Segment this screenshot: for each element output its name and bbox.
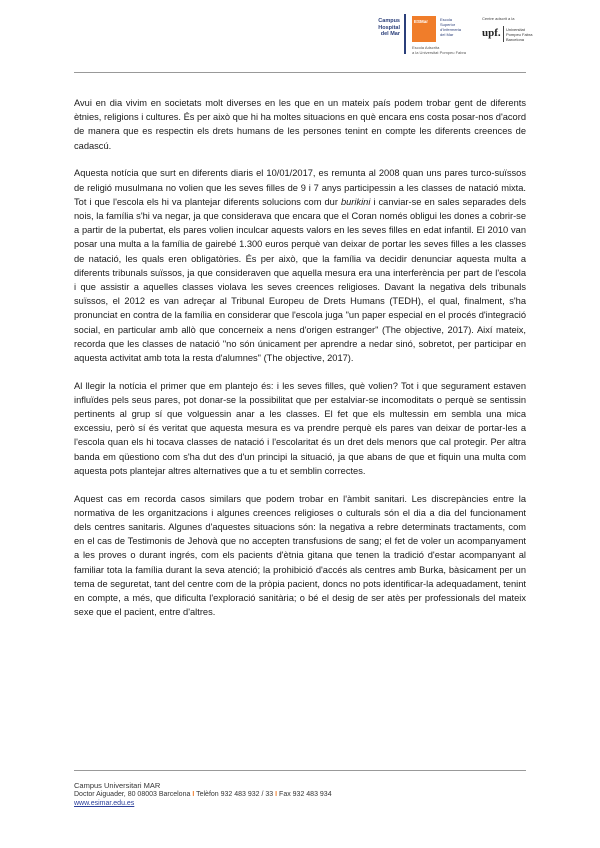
page-footer [74,781,526,808]
esmar-logo-caption: Escola Superior d'Infermeria del Mar [440,17,461,37]
paragraph-news-part-1: Aquesta notícia que surt en diferents diaris el 10/01/2017, es remunta al 2008 quan uns pares turco-suïssos de religió musulmana no volien que les seves filles de 9 i 7 anys participessin a les classes de natació mixta. Tot i que l'escola els hi va plantejar diferents solucions com dur [74,168,526,207]
paragraph-intro: Avui en dia vivim en societats molt diverses en les que en un mateix país podem trobar gent de diferents ètnies, religions i cultures. És per això que hi ha moltes situacions en què encara ens costa posar-nos d'acord de manera que es respectin els drets humans de les persones tenint en compte les diferents creences de cadascú. [74,98,526,151]
campus-hospital-logo: Campus Hospital del Mar [378,18,400,37]
upf-logo-bar [503,26,504,42]
footer-divider [74,770,526,771]
paragraph-news [74,166,526,365]
header-divider [74,72,526,73]
page-header [0,14,600,64]
document-body [74,96,526,633]
footer-separator: I [192,791,195,798]
paragraph-reflection: Al llegir la notícia el primer que em plantejo és: i les seves filles, què volien? Tot i que segurament estaven influïdes pels seus pares, pot donar-se la possibilitat que per estalviar-se incomoditats o perquè se sentissin pertinents al grup sí que volguessin anar a les classes. El fet que els multessin em sembla una mica excessiu, però sí és veritat que aquesta mesura es va prendre perquè els pares van deixar de portar-les a l'escola quan els hi tocava classes de natació i l'escolaritat és un dret dels menors que cal protegir. Per altra banda em qüestiono com s'ha dut des d'un principi la situació, ja que abans de que et fiquin una multa com aquesta pots plantejar altres alternatives que a tu et semblin correctes. [74,380,526,476]
upf-logo-side: Universitat Pompeu Fabra Barcelona [506,27,533,42]
upf-logo-caption: Centre adscrit a la [482,16,515,21]
footer-website-link[interactable]: www.esimar.edu.es [74,800,135,807]
footer-address: Doctor Aiguader, 80 08003 Barcelona [74,791,191,798]
burikini-term: burikini [340,196,371,207]
footer-campus-name: Campus Universitari MAR [74,781,161,790]
footer-separator: I [275,791,278,798]
esmar-logo-text: ESMar [414,19,429,24]
paragraph-news-part-2: i canviar-se en sales separades dels nois, la família s'hi va negar, ja que considerava que encara que el Coran només obligui les dones a cobrir-se a partir de la pubertat, els pares volien inculcar aquests valors en les seves filles en edat infantil. El 2010 van posar una multa a la família de gairebé 1.300 euros perquè van deixar de portar les seves filles a les classes de natació, les quals eren obligatòries. És per això, que la família va decidir denunciar aquesta multa a diferents tribunals suïssos, ja que consideraven que aquella mesura era una interferència per part de l'escola i que assistir a aquelles classes violava les seves creences religioses. Davant la negativa dels tribunals suïssos, el 2012 es van adreçar al Tribunal Europeu de Drets Humans (TEDH), el qual, finalment, s'ha pronunciat en contra de la família en considerar que l'escola juga "un paper especial en el procés d'integració social, en particular amb allò que concerneix a nens d'origen estranger" (The objective, 2017). Així mateix, recorda que les classes de natació "no són únicament per aprendre a nedar sinó, sobretot, per participar en aquesta activitat amb tota la resta d'alumnes" (The objective, 2017). [74,196,526,363]
footer-fax: Fax 932 483 934 [279,791,332,798]
esmar-logo-subtitle: Escola Adscrita a la Universitat Pompeu Fabra [412,45,467,55]
footer-contact-line [74,790,526,799]
campus-logo-bar [404,14,406,54]
paragraph-healthcare: Aquest cas em recorda casos similars que podem trobar en l'àmbit sanitari. Les discrepàncies entre la normativa de les organitzacions i algunes creences religioses o culturals són el dia a dia del funcionament dels centres sanitaris. Algunes d'aquestes situacions són: la negativa a rebre determinats tractaments, com en el cas de Testimonis de Jehovà que no accepten transfusions de sang; el fet de voler un acompanyament a les proves o durant ingrés, com els pacients d'ètnia gitana que tenen la tradició d'estar acompanyant al familiar tota la família durant la seva atenció; la prohibició d'accés als centres amb Burka, bàsicament per un tema de seguretat, tant del centre com de la pròpia pacient, doncs no pots identificar-la adequadament, tenint en compte, a més, que dificulta l'exploració sanitària; o bé el desig de ser atès per professionals del mateix sexe que el pacient, entre d'altres. [74,493,526,618]
footer-phone: Telèfon 932 483 932 / 33 [196,791,274,798]
upf-logo: upf. [482,27,501,39]
